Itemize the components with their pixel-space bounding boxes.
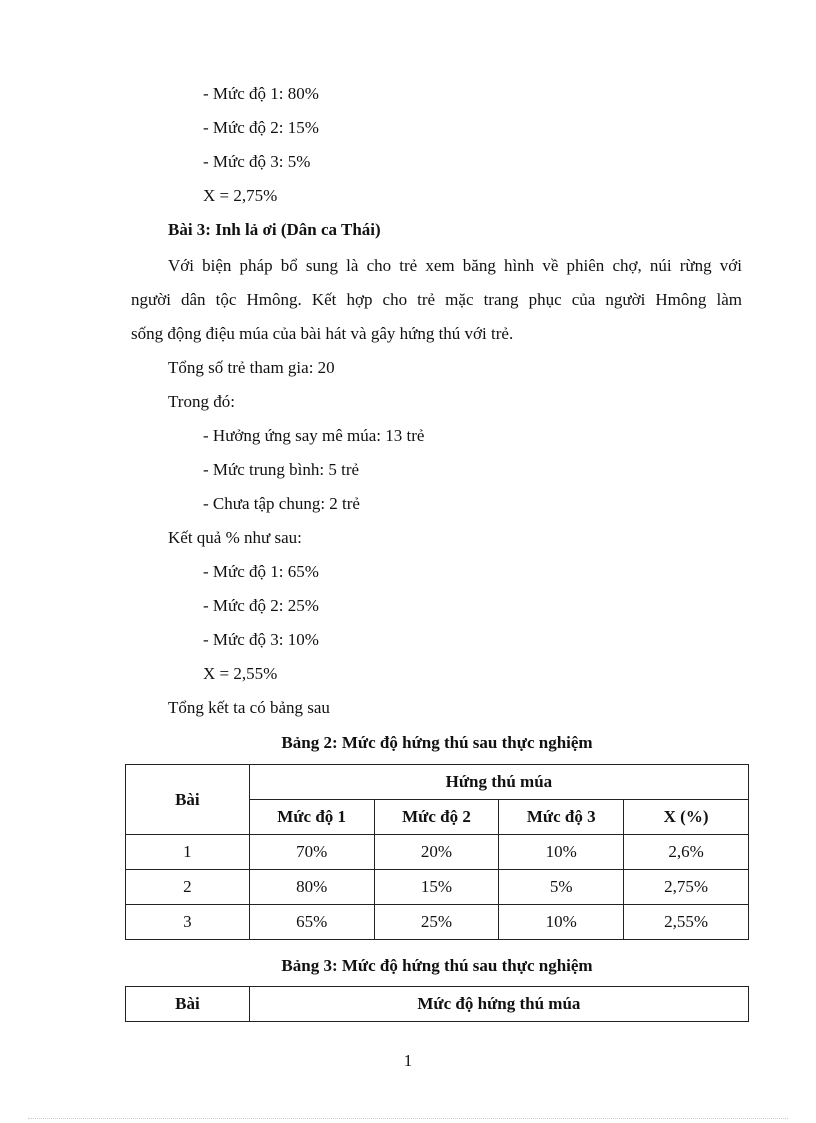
result-level-1: - Mức độ 1: 65%: [203, 562, 319, 581]
table-2-header-bai: Bài: [126, 765, 250, 835]
table-cell: 2: [126, 870, 250, 905]
table-cell: 2,75%: [624, 870, 749, 905]
total-children: Tổng số trẻ tham gia: 20: [168, 358, 335, 377]
table-cell: 65%: [249, 905, 374, 940]
table-cell: 2,55%: [624, 905, 749, 940]
table-cell: 1: [126, 835, 250, 870]
result-level-3: - Mức độ 3: 10%: [203, 630, 319, 649]
list-item: - Hưởng ứng say mê múa: 13 trẻ: [203, 426, 425, 445]
result-x: X = 2,55%: [203, 664, 278, 683]
page-number: 1: [403, 1051, 413, 1070]
result-x: X = 2,75%: [203, 186, 278, 205]
result-level-1: - Mức độ 1: 80%: [203, 84, 319, 103]
table-cell: 5%: [499, 870, 624, 905]
lesson-3-heading: Bài 3: Inh lả ơi (Dân ca Thái): [168, 220, 381, 239]
list-item: - Mức trung bình: 5 trẻ: [203, 460, 360, 479]
table-cell: 15%: [374, 870, 499, 905]
table-2-header-group: Hứng thú múa: [249, 765, 748, 800]
table-cell: 70%: [249, 835, 374, 870]
paragraph-line-2: người dân tộc Hmông. Kết hợp cho trẻ mặc trang phục của người Hmông làm: [131, 290, 742, 309]
table-cell: 10%: [499, 835, 624, 870]
table-row: [126, 905, 749, 940]
result-intro: Kết quả % như sau:: [168, 528, 302, 547]
table-3-caption: Bảng 3: Mức độ hứng thú sau thực nghiệm: [281, 956, 593, 975]
table-cell: 25%: [374, 905, 499, 940]
table-2-subheader: Mức độ 2: [374, 800, 499, 835]
table-row: [126, 835, 749, 870]
table-row: [126, 870, 749, 905]
summary-line: Tổng kết ta có bảng sau: [168, 698, 330, 717]
paragraph-line-1: Với biện pháp bổ sung là cho trẻ xem băng hình về phiên chợ, núi rừng với: [168, 256, 742, 275]
result-level-3: - Mức độ 3: 5%: [203, 152, 311, 171]
table-2-subheader: Mức độ 3: [499, 800, 624, 835]
table-2-subheader: Mức độ 1: [249, 800, 374, 835]
table-cell: 80%: [249, 870, 374, 905]
table-2: [125, 764, 749, 940]
table-cell: 20%: [374, 835, 499, 870]
result-level-2: - Mức độ 2: 25%: [203, 596, 319, 615]
table-3-header-group: Mức độ hứng thú múa: [249, 987, 748, 1022]
table-3-header-bai: Bài: [126, 987, 250, 1022]
in-which-label: Trong đó:: [168, 392, 235, 411]
table-cell: 3: [126, 905, 250, 940]
table-cell: 2,6%: [624, 835, 749, 870]
footer-divider: [28, 1118, 788, 1119]
list-item: - Chưa tập chung: 2 trẻ: [203, 494, 360, 513]
table-2-caption: Bảng 2: Mức độ hứng thú sau thực nghiệm: [281, 733, 593, 752]
result-level-2: - Mức độ 2: 15%: [203, 118, 319, 137]
table-cell: 10%: [499, 905, 624, 940]
table-3: [125, 986, 749, 1022]
paragraph-line-3: sống động điệu múa của bài hát và gây hứng thú với trẻ.: [131, 324, 514, 343]
table-2-subheader: X (%): [624, 800, 749, 835]
